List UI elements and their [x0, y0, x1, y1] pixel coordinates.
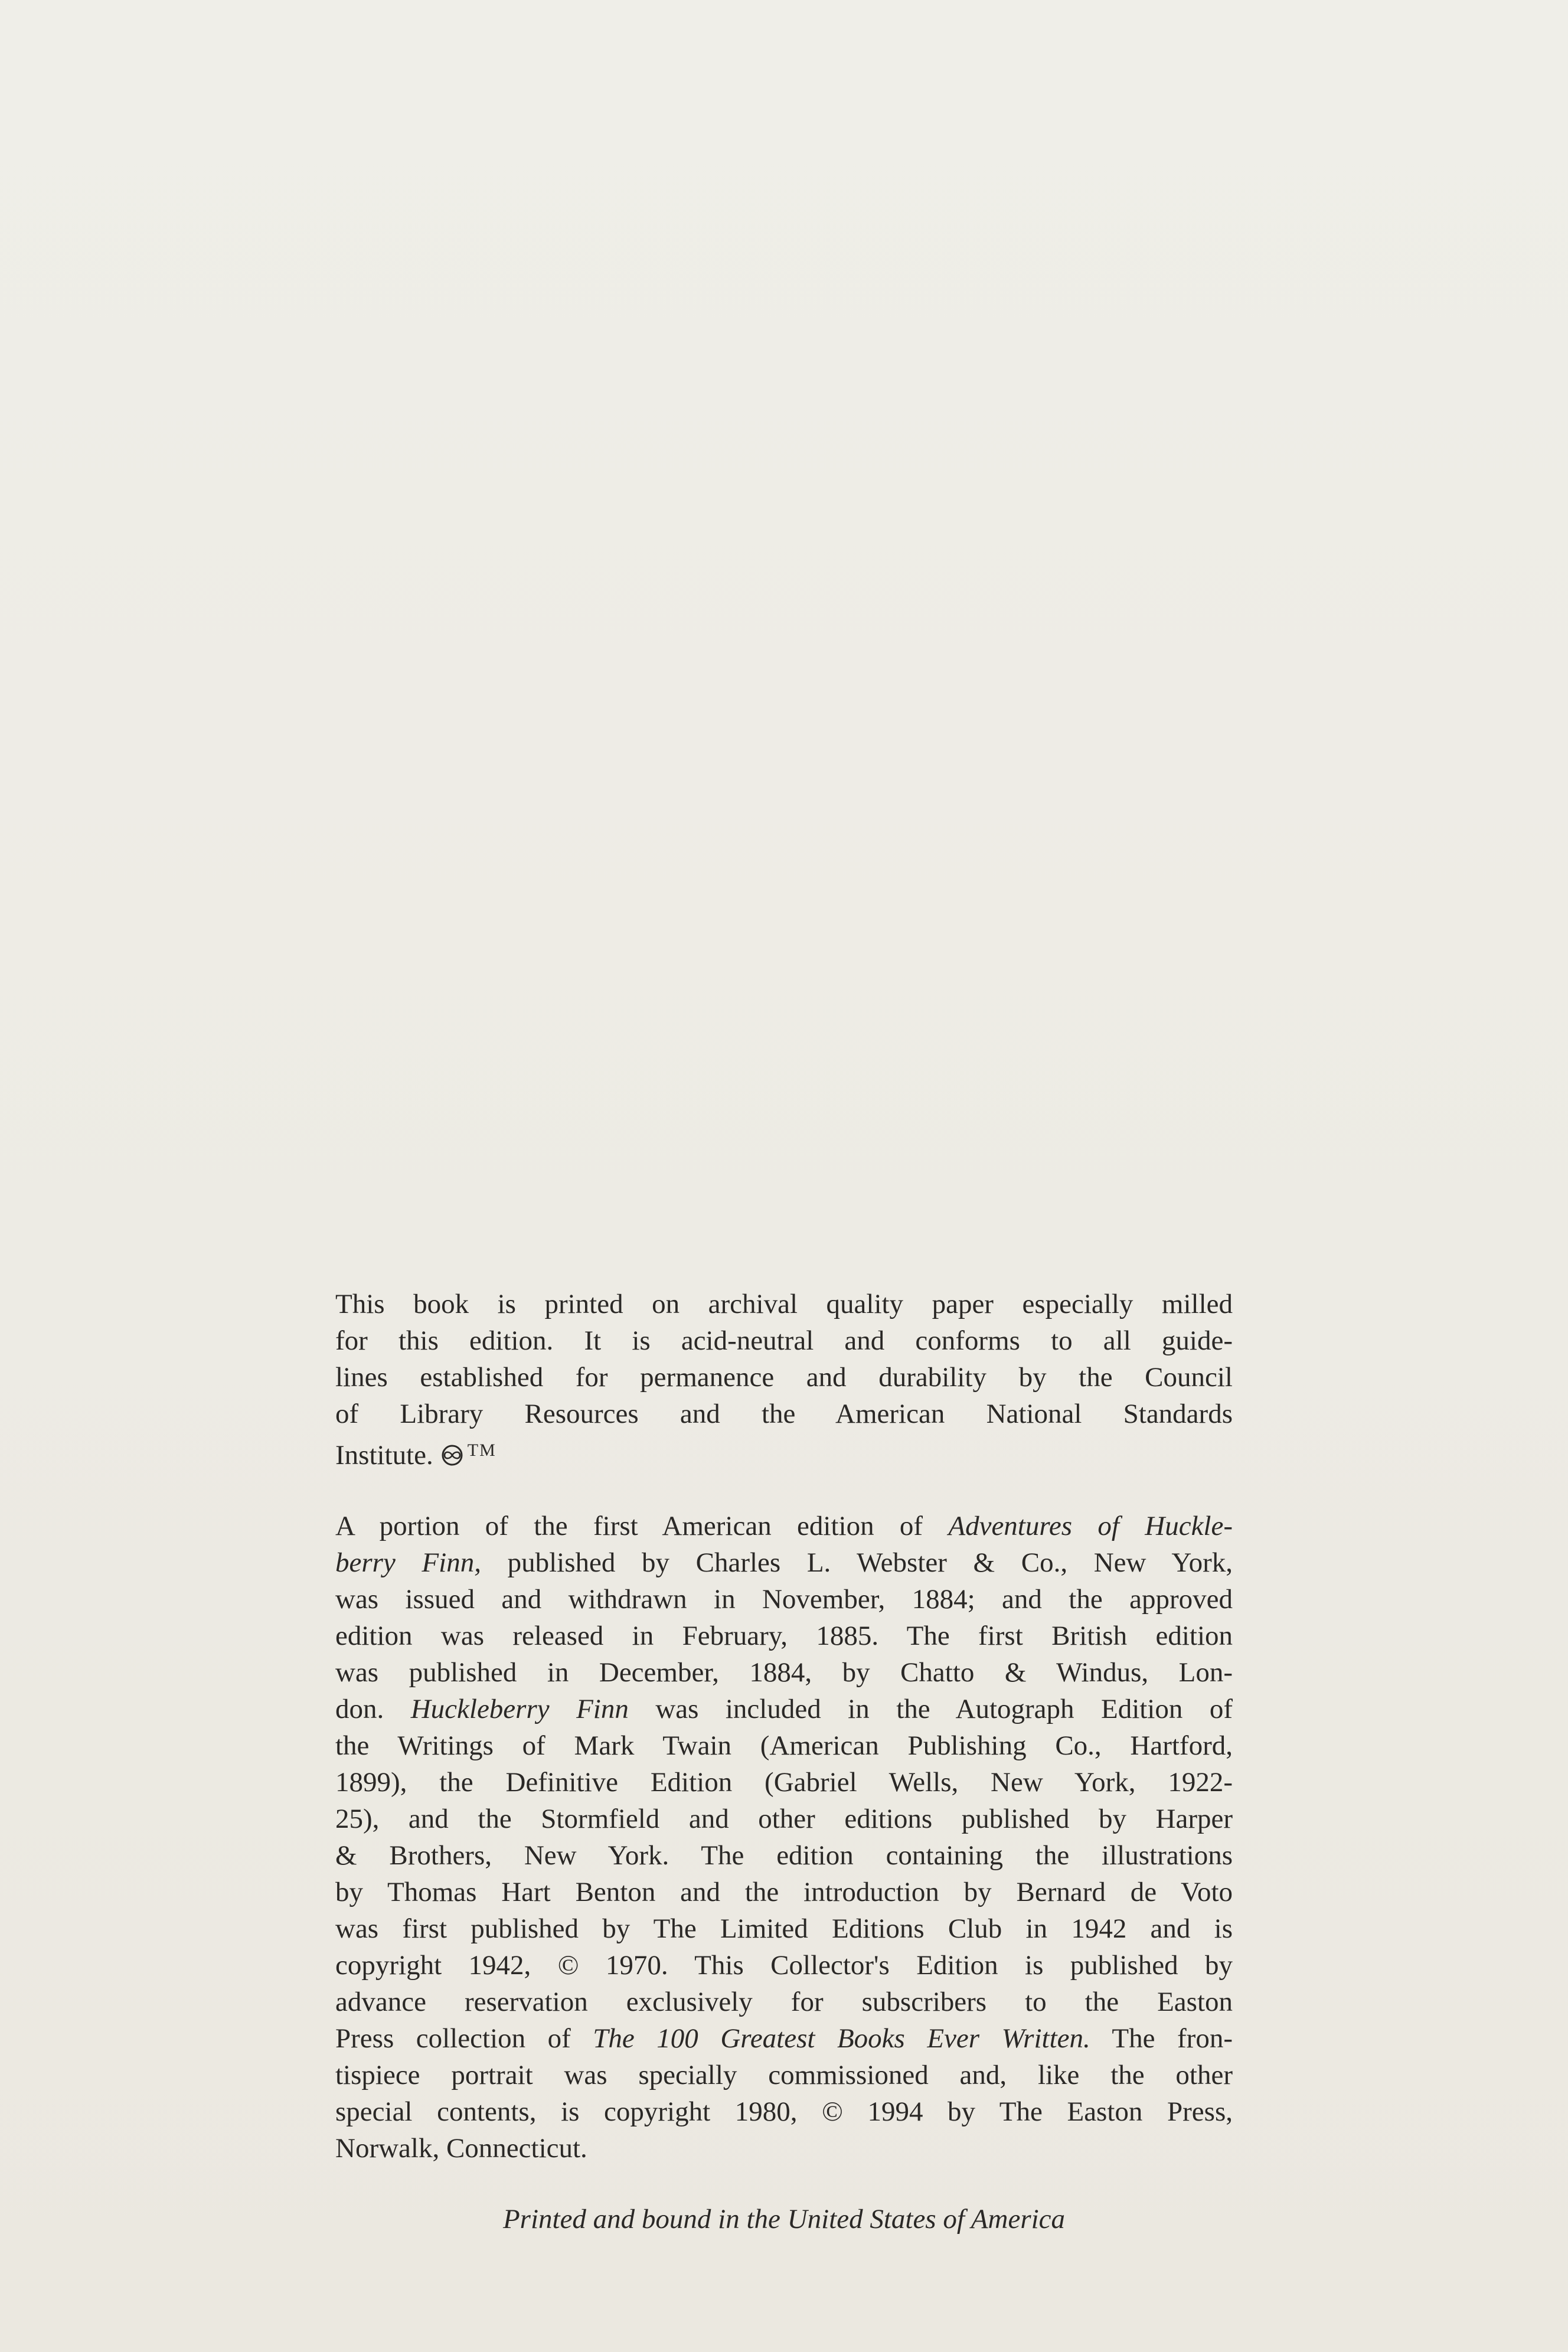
printed-in-usa-footer: Printed and bound in the United States of America [502, 2204, 1066, 2235]
book-title-italic: berry Finn, [335, 1547, 481, 1578]
paper-notice-paragraph [335, 1286, 1233, 1474]
text-line: by Thomas Hart Benton and the introduction by Bernard de Voto [335, 1877, 1233, 1907]
text-line: Norwalk, Connecticut. [335, 2133, 587, 2164]
text-segment: published by Charles L. Webster & Co., New York, [481, 1547, 1233, 1578]
text-line: was published in December, 1884, by Chatto & Windus, Lon- [335, 1657, 1233, 1688]
paper-permanence-infinity-icon [437, 1444, 468, 1466]
text-line: tispiece portrait was specially commissioned and, like the other [335, 2060, 1233, 2090]
text-segment: A portion of the first American edition of [335, 1511, 949, 1541]
trademark-symbol: TM [467, 1440, 496, 1460]
colophon-text [335, 1286, 1233, 2167]
text-line: of Library Resources and the American National Standards [335, 1399, 1233, 1429]
text-line: 25), and the Stormfield and other editions published by Harper [335, 1804, 1233, 1834]
text-line: edition was released in February, 1885. The first British edition [335, 1621, 1233, 1651]
institute-text: Institute. [335, 1440, 433, 1471]
text-line: the Writings of Mark Twain (American Publishing Co., Hartford, [335, 1730, 1233, 1761]
text-line: special contents, is copyright 1980, © 1994 by The Easton Press, [335, 2096, 1233, 2127]
text-line: This book is printed on archival quality paper especially milled [335, 1289, 1233, 1319]
text-segment: The fron- [1090, 2023, 1233, 2054]
text-line: for this edition. It is acid-neutral and conforms to all guide- [335, 1325, 1233, 1356]
text-line [335, 1432, 1233, 1474]
text-line: copyright 1942, © 1970. This Collector's Edition is published by [335, 1950, 1233, 1981]
book-title-italic: Huckleberry Finn [410, 1694, 629, 1724]
edition-history-paragraph [335, 1508, 1233, 2167]
text-segment: Press collection of [335, 2023, 593, 2054]
text-line [335, 2020, 1233, 2057]
text-line: & Brothers, New York. The edition containing the illustrations [335, 1840, 1233, 1871]
text-line: advance reservation exclusively for subscribers to the Easton [335, 1987, 1233, 2017]
text-line: lines established for permanence and durability by the Council [335, 1362, 1233, 1393]
collection-title-italic: The 100 Greatest Books Ever Written. [593, 2023, 1090, 2054]
text-line [335, 1508, 1233, 1544]
text-line: was first published by The Limited Editions Club in 1942 and is [335, 1913, 1233, 1944]
text-segment: was included in the Autograph Edition of [628, 1694, 1233, 1724]
text-line: was issued and withdrawn in November, 1884; and the approved [335, 1584, 1233, 1615]
text-line [335, 1544, 1233, 1581]
text-segment: don. [335, 1694, 411, 1724]
text-line [335, 1691, 1233, 1727]
book-title-italic: Adventures of Huckle- [948, 1511, 1233, 1541]
text-line: 1899), the Definitive Edition (Gabriel Wells, New York, 1922- [335, 1767, 1233, 1798]
